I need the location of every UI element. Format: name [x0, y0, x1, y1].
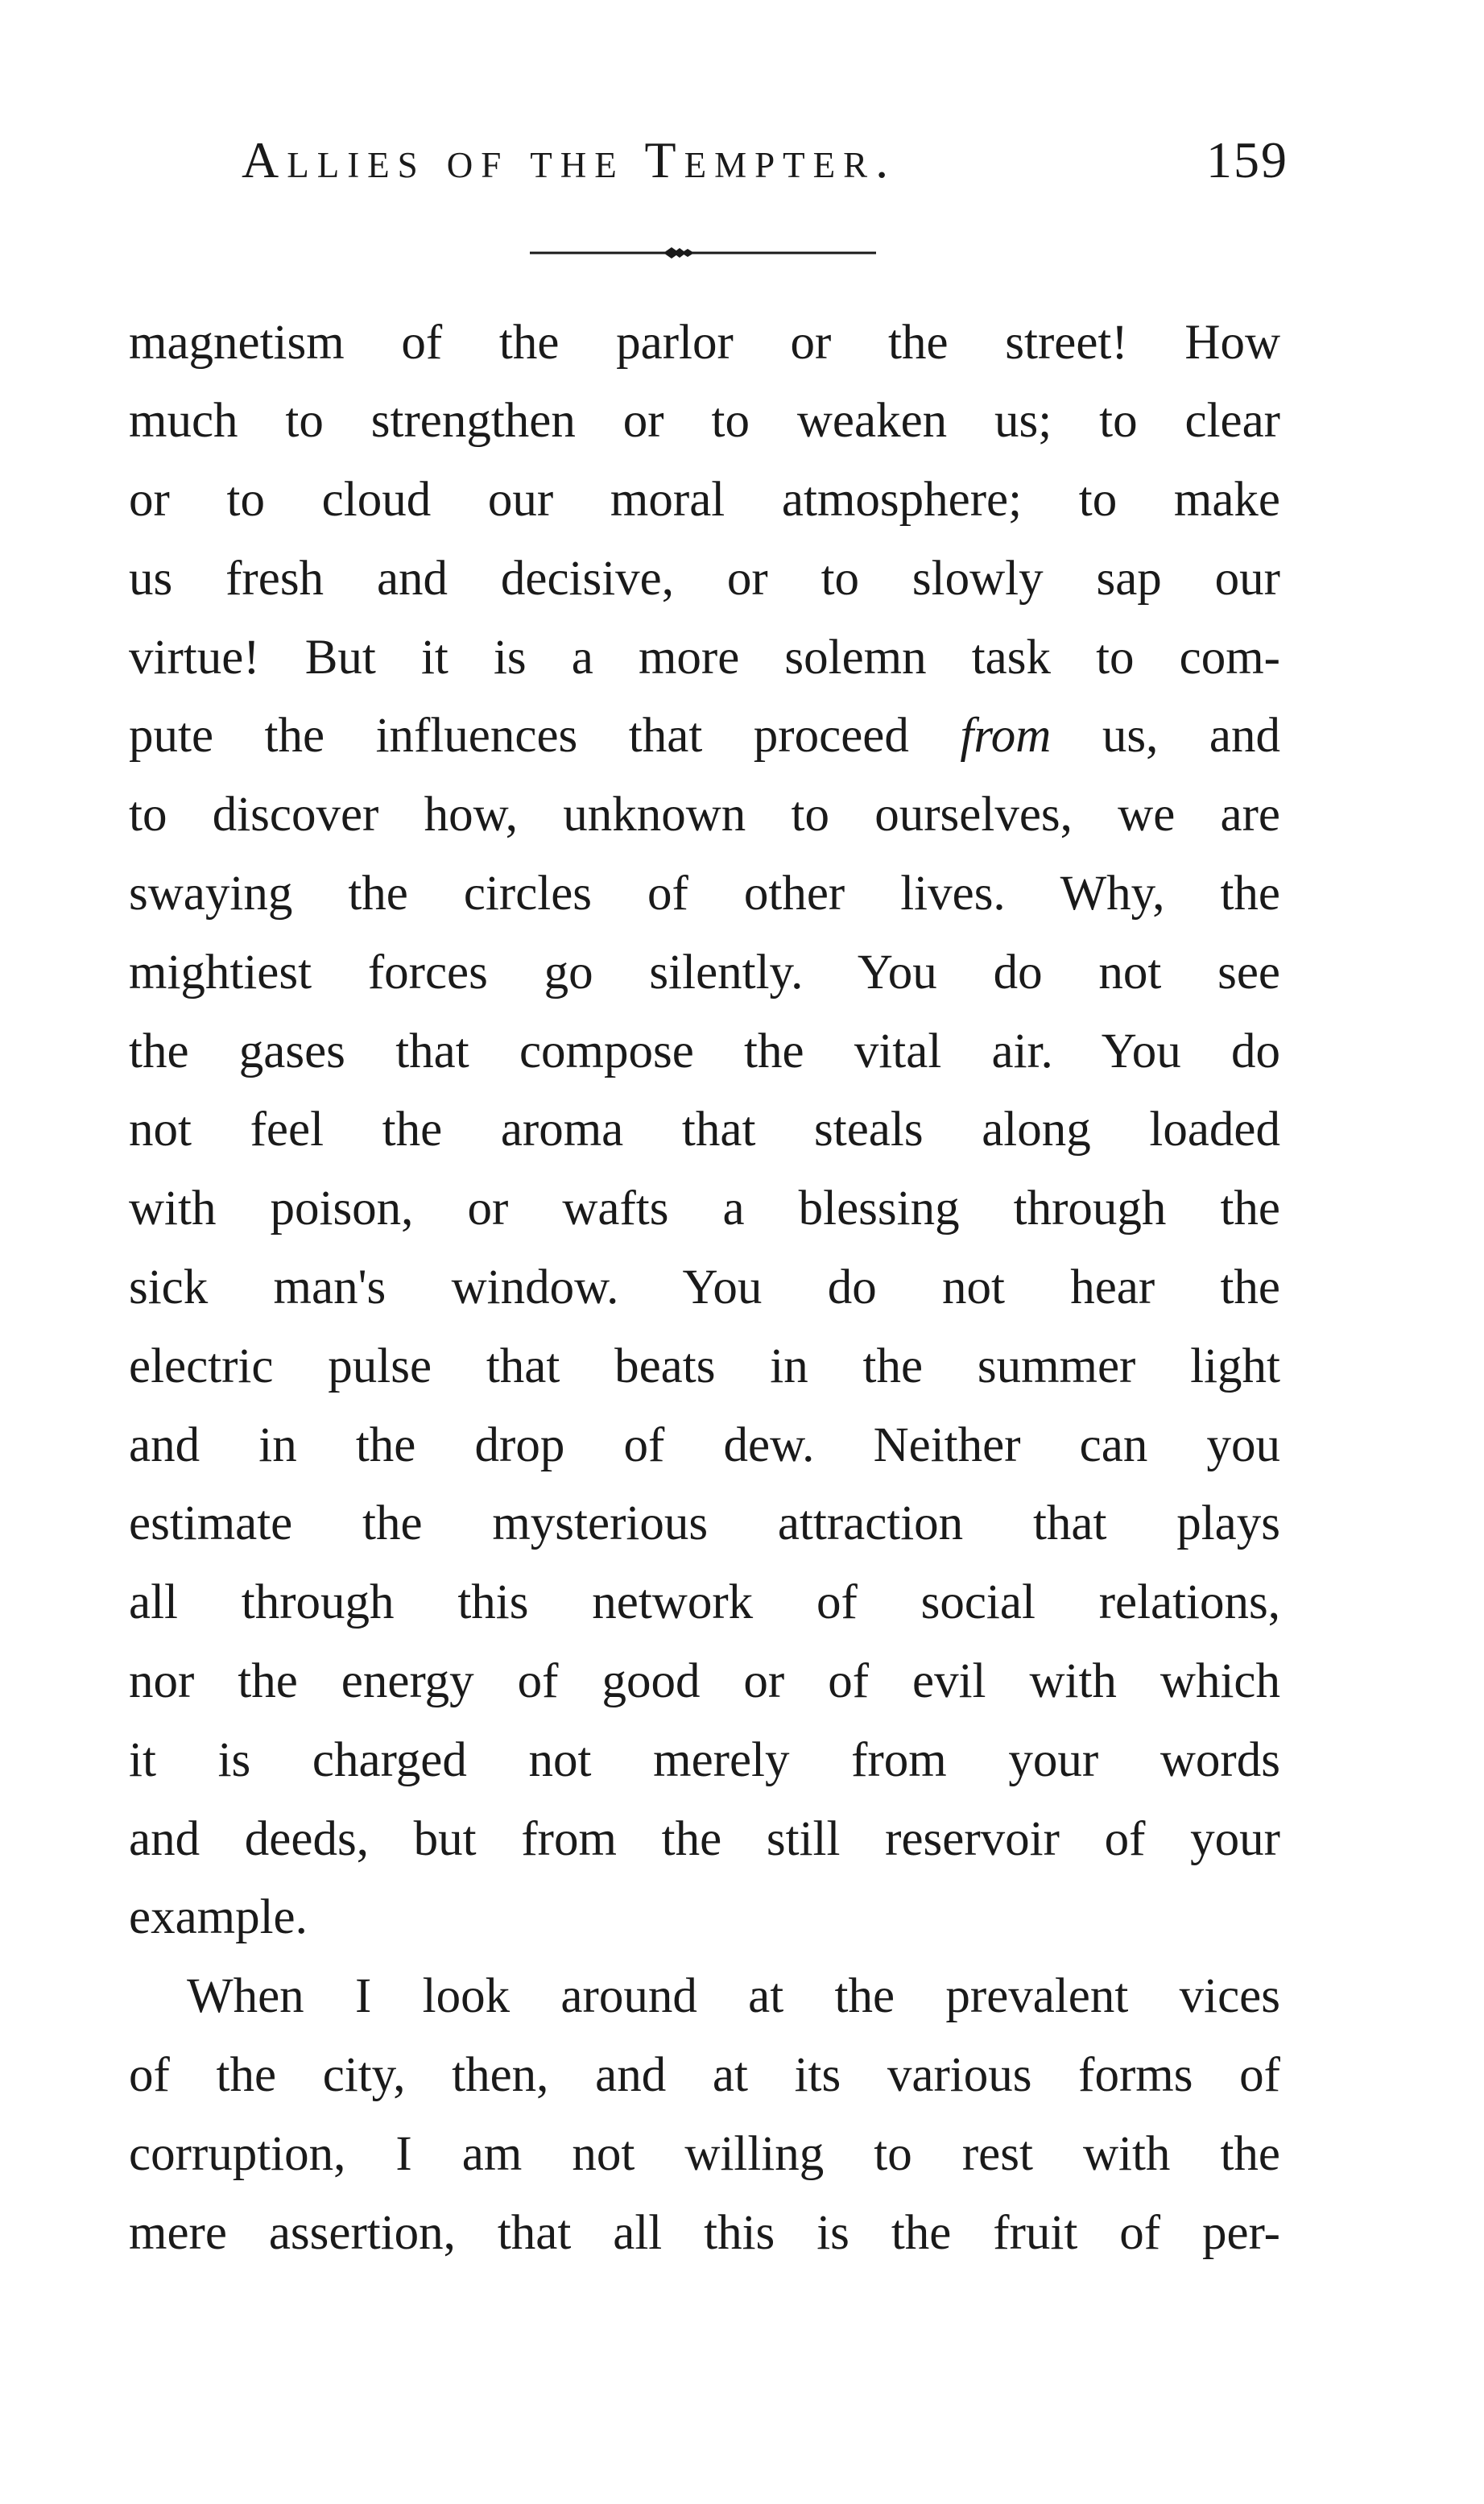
text-line: mere assertion, that all this is the fruit of per-	[129, 2206, 1280, 2260]
text-line: all through this network of social relations,	[129, 1575, 1280, 1629]
text-line: much to strengthen or to weaken us; to clear	[129, 394, 1280, 448]
text-line: with poison, or wafts a blessing through the	[129, 1182, 1280, 1235]
text-line: it is charged not merely from your words	[129, 1733, 1280, 1787]
text-line: to discover how, unknown to ourselves, we are	[129, 788, 1280, 842]
text-line: magnetism of the parlor or the street! How	[129, 316, 1280, 370]
text-line: mightiest forces go silently. You do not see	[129, 946, 1280, 1000]
text-line: sick man's window. You do not hear the	[129, 1260, 1280, 1314]
text-line: of the city, then, and at its various forms of	[129, 2048, 1280, 2102]
text-line: nor the energy of good or of evil with which	[129, 1654, 1280, 1708]
text-segment: us, and	[1051, 709, 1280, 763]
text-segment: pute the influences that proceed	[129, 709, 961, 763]
text-line: example.	[129, 1890, 308, 1944]
text-line: or to cloud our moral atmosphere; to make	[129, 473, 1280, 527]
italic-word: from	[960, 709, 1052, 763]
text-line: us fresh and decisive, or to slowly sap our	[129, 552, 1280, 606]
text-line: and deeds, but from the still reservoir of your	[129, 1812, 1280, 1866]
text-line: swaying the circles of other lives. Why, the	[129, 867, 1280, 921]
text-line: virtue! But it is a more solemn task to com-	[129, 631, 1280, 685]
text-line: electric pulse that beats in the summer light	[129, 1339, 1280, 1393]
text-line	[129, 709, 1280, 763]
text-line: When I look around at the prevalent vices	[187, 1969, 1280, 2023]
text-line: corruption, I am not willing to rest with the	[129, 2127, 1280, 2181]
rule-with-diamond-ornament-icon	[530, 245, 876, 261]
running-title: Allies of the Tempter.	[242, 131, 897, 188]
page-number: 159	[1206, 131, 1288, 188]
text-line: and in the drop of dew. Neither can you	[129, 1418, 1280, 1472]
text-line: estimate the mysterious attraction that plays	[129, 1496, 1280, 1550]
text-line: not feel the aroma that steals along loaded	[129, 1103, 1280, 1157]
text-line: the gases that compose the vital air. You do	[129, 1024, 1280, 1078]
running-header	[242, 130, 1288, 203]
